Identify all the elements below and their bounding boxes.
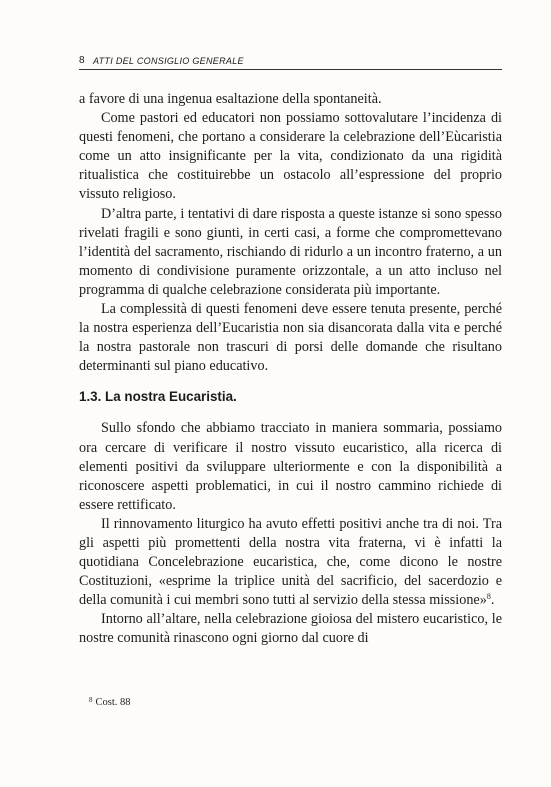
paragraph: Come pastori ed educatori non possiamo sottovalutare l’incidenza di questi fenomeni, che portano a considerare la celebrazione dell’Eùcaristia come un atto insignificante per la vita, condizionato da una rigidità ritualistica che costituirebbe un ostacolo all’espressione del proprio vissuto religioso. xyxy=(79,110,502,203)
paragraph-end: . xyxy=(490,592,495,609)
page-number: 8 xyxy=(79,55,85,66)
paragraph: La complessità di questi fenomeni deve essere tenuta presente, perché la nostra esperienza dell’Eucaristia non sia disancorata dalla vita e perché la nostra pastorale non trascuri di porsi delle domande che risultano determinanti sul piano educativo. xyxy=(79,301,502,375)
footnote-reference: 8 xyxy=(486,592,491,602)
running-title: ATTI DEL CONSIGLIO GENERALE xyxy=(93,56,244,66)
running-header xyxy=(79,52,502,70)
paragraph: Sullo sfondo che abbiamo tracciato in maniera sommaria, possiamo ora cercare di verificare il nostro vissuto eucaristico, alla ricerca di elementi positivi da sviluppare ulteriormente e con la disponibilità a riconoscere aspetti problematici, in cui il nostro cammino richiede di essere rettificato. xyxy=(79,420,502,513)
paragraph-with-note xyxy=(79,515,502,610)
paragraph-text: Il rinnovamento liturgico ha avuto effetti positivi anche tra di noi. Tra gli aspetti più promettenti della nostra vita fraterna, vi è infatti la quotidiana Concelebrazione eucaristica, che, come dicono le nostre Costituzioni, «esprime la triplice unità del sacrificio, del sacerdozio e della comunità i cui membri sono tutti al servizio della stessa missione» xyxy=(79,515,502,609)
paragraph: D’altra parte, i tentativi di dare risposta a queste istanze si sono spesso rivelati fragili e sono giunti, in certi casi, a forme che compromettevano l’identità del sacramento, rischiando di ridurlo a un incontro fraterno, a un momento di condivisione puramente orizzontale, a un atto incluso nel programma di qualche celebrazione considerata più importante. xyxy=(79,205,502,298)
body-text xyxy=(79,90,502,649)
footnote-marker: 8 xyxy=(89,696,93,704)
footnote xyxy=(89,696,131,708)
paragraph: a favore di una ingenua esaltazione della spontaneità. xyxy=(79,91,382,107)
header-rule xyxy=(79,69,502,70)
footnote-text: Cost. 88 xyxy=(95,697,131,708)
paragraph: Intorno all’altare, nella celebrazione gioiosa del mistero eucaristico, le nostre comunità rinascono ogni giorno dal cuore di xyxy=(79,611,502,647)
section-heading: 1.3. La nostra Eucaristia. xyxy=(79,389,237,405)
